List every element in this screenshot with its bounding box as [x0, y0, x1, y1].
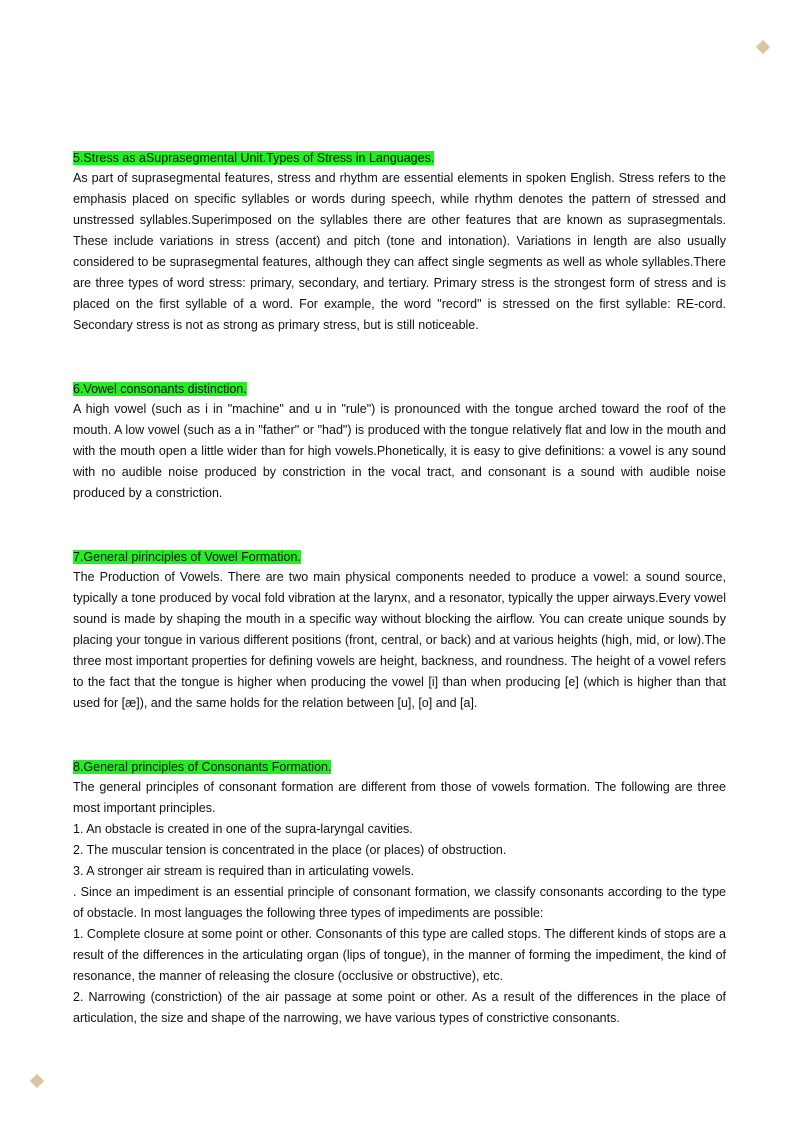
section-consonant-formation	[73, 756, 726, 1029]
decorative-diamond-bottom-left	[30, 1074, 44, 1088]
paragraph: As part of suprasegmental features, stress and rhythm are essential elements in spoken English. Stress refers to the emphasis placed on specific syllables or words during speech, while rhythm denotes the pattern of stressed and unstressed syllables.Superimposed on the syllables there are other features that are known as suprasegmentals. These include variations in stress (accent) and pitch (tone and intonation). Variations in length are also usually considered to be suprasegmental features, although they can affect single segments as well as whole syllables.There are three types of word stress: primary, secondary, and tertiary. Primary stress is the strongest form of stress and is placed on the first syllable of a word. For example, the word "record" is stressed on the first syllable: RE-cord. Secondary stress is not as strong as primary stress, but is still noticeable.	[73, 171, 726, 332]
section-vowel-consonant-distinction	[73, 378, 726, 504]
list-item: 1. Complete closure at some point or other. Consonants of this type are called stops. The different kinds of stops are a result of the differences in the articulating organ (lips of tongue), in the manner of forming the impediment, the kind of resonance, the manner of releasing the closure (occlusive or obstructive), etc.	[73, 927, 726, 983]
decorative-diamond-top-right	[756, 40, 770, 54]
document-page	[73, 147, 726, 1029]
paragraph: A high vowel (such as i in "machine" and u in "rule") is pronounced with the tongue arched toward the roof of the mouth. A low vowel (such as a in "father" or "had") is produced with the tongue relatively flat and low in the mouth and with the mouth open a little wider than for high vowels.Phonetically, it is easy to give definitions: a vowel is any sound with no audible noise produced by constriction in the vocal tract, and consonant is a sound with audible noise produced by a constriction.	[73, 402, 726, 500]
list-item: 2. The muscular tension is concentrated in the place (or places) of obstruction.	[73, 843, 507, 857]
list-item: 1. An obstacle is created in one of the supra-laryngal cavities.	[73, 822, 413, 836]
paragraph: The Production of Vowels. There are two main physical components needed to produce a vowel: a sound source, typically a tone produced by vocal fold vibration at the larynx, and a resonator, typically the upper airways.Every vowel sound is made by shaping the mouth in a specific way without blocking the airflow. You can create unique sounds by placing your tongue in various different positions (front, central, or back) and at various heights (high, mid, or low).The three most important properties for defining vowels are height, backness, and roundness. The height of a vowel refers to the fact that the tongue is higher when producing the vowel [i] than when producing [e] (which is higher than that used for [æ]), and the same holds for the relation between [u], [o] and [a].	[73, 570, 726, 710]
section-heading: 6.Vowel consonants distinction.	[73, 382, 247, 396]
section-vowel-formation	[73, 546, 726, 714]
list-item: 3. A stronger air stream is required than in articulating vowels.	[73, 864, 415, 878]
section-heading: 7.General pirinciples of Vowel Formation.	[73, 550, 301, 564]
section-heading: 5.Stress as aSuprasegmental Unit.Types of Stress in Languages.	[73, 151, 435, 165]
paragraph: . Since an impediment is an essential principle of consonant formation, we classify consonants according to the type of obstacle. In most languages the following three types of impediments are possible:	[73, 885, 726, 920]
section-stress	[73, 147, 726, 336]
list-item: 2. Narrowing (constriction) of the air passage at some point or other. As a result of the differences in the place of articulation, the size and shape of the narrowing, we have various types of constrictive consonants.	[73, 990, 726, 1025]
paragraph: The general principles of consonant formation are different from those of vowels formation. The following are three most important principles.	[73, 780, 726, 815]
section-heading: 8.General principles of Consonants Formation.	[73, 760, 332, 774]
